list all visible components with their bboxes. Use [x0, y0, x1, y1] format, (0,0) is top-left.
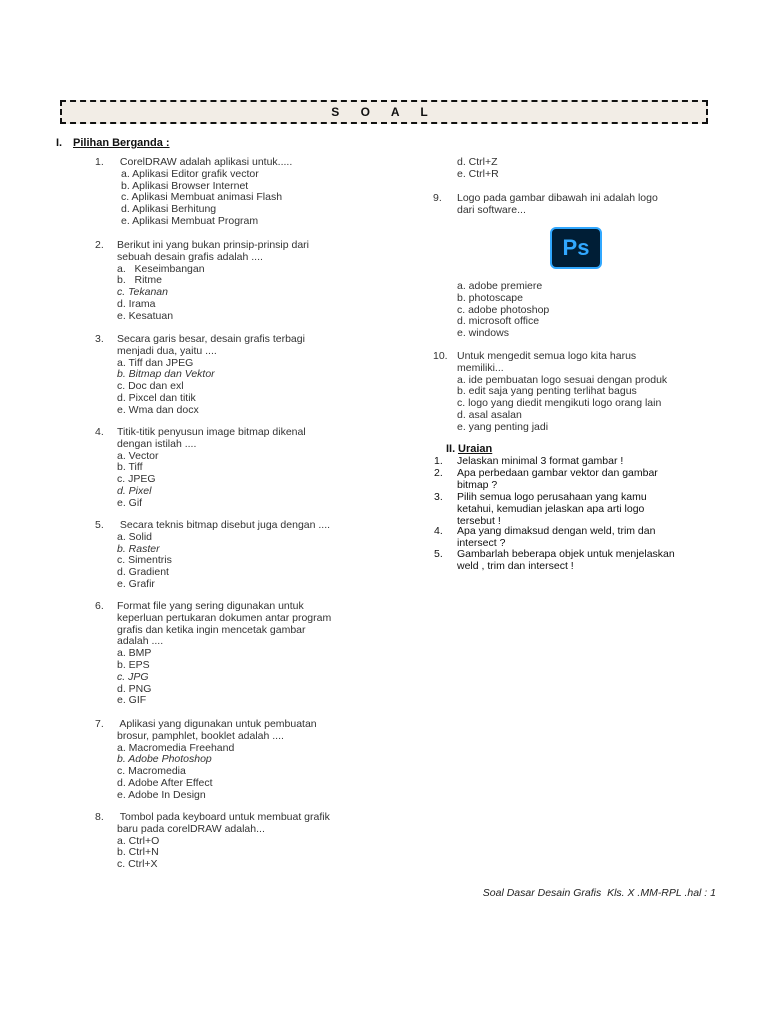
essay-number: 1.: [434, 455, 443, 467]
option-a: a. BMP: [117, 647, 152, 660]
question-text: dari software...: [457, 203, 526, 216]
essay-number: 4.: [434, 525, 443, 537]
question-text: CorelDRAW adalah aplikasi untuk.....: [117, 156, 293, 168]
question-number: 6.: [95, 600, 104, 612]
question-text: dengan istilah ....: [117, 437, 197, 450]
page-title: S O A L: [331, 105, 437, 119]
option-b: b. Ritme: [117, 274, 162, 287]
question-text: Secara teknis bitmap disebut juga dengan ....: [117, 519, 331, 531]
question-text: brosur, pamphlet, booklet adalah ....: [117, 729, 284, 742]
question-text: memiliki...: [457, 361, 504, 374]
option-d: d. PNG: [117, 682, 152, 695]
option-c: c. Macromedia: [117, 765, 186, 778]
question-text: Aplikasi yang digunakan untuk pembuatan: [117, 718, 317, 730]
question-text: Berikut ini yang bukan prinsip-prinsip dari: [117, 239, 310, 251]
option-c: c. JPEG: [117, 473, 156, 486]
section-1-title: Pilihan Berganda :: [73, 137, 170, 149]
option-a: a. Keseimbangan: [117, 262, 205, 275]
question-text: adalah ....: [117, 635, 164, 648]
essay-text: tersebut !: [457, 514, 501, 527]
question-number: 1.: [95, 156, 104, 168]
essay-number: 5.: [434, 548, 443, 560]
question-number: 7.: [95, 718, 104, 730]
question-text: Tombol pada keyboard untuk membuat grafik: [117, 811, 330, 823]
question-number: 5.: [95, 519, 104, 531]
option-b: b. Ctrl+N: [117, 846, 159, 859]
option-b: b. photoscape: [457, 291, 523, 304]
section-1-number: I.: [56, 137, 63, 149]
option-a: a. Solid: [117, 530, 153, 543]
question-9-options: [457, 281, 549, 340]
essay-number: 2.: [434, 467, 443, 479]
title-box: [60, 100, 708, 124]
question-number: 9.: [433, 192, 442, 204]
option-c: c. adobe photoshop: [457, 303, 550, 316]
option-c: c. Doc dan exl: [117, 380, 184, 393]
section-2-number: II.: [446, 443, 456, 455]
option-a: a. Tiff dan JPEG: [117, 356, 194, 369]
photoshop-logo-text: Ps: [562, 235, 590, 260]
essay-text: Gambarlah beberapa objek untuk menjelaskan: [457, 548, 675, 560]
option-a: a. ide pembuatan logo sesuai dengan produk: [457, 373, 668, 386]
question-8-continued: [457, 157, 499, 181]
question-text: baru pada corelDRAW adalah...: [117, 822, 265, 835]
page-footer: Soal Dasar Desain Grafis Kls. X .MM-RPL .hal : 1: [482, 887, 716, 899]
essay-text: ketahui, kemudian jelaskan apa arti logo: [457, 502, 645, 515]
essay-text: Pilih semua logo perusahaan yang kamu: [457, 491, 647, 503]
option-a: a. Macromedia Freehand: [117, 741, 235, 754]
option-c: c. Tekanan: [117, 286, 168, 299]
option-d: d. microsoft office: [457, 315, 540, 328]
option-e: e. Adobe In Design: [117, 788, 206, 801]
section-2-title: Uraian: [458, 443, 493, 455]
option-e: e. Ctrl+R: [457, 167, 499, 180]
option-b: b. Aplikasi Browser Internet: [121, 179, 249, 192]
essay-text: weld , trim dan intersect !: [457, 559, 574, 572]
option-e: e. Wma dan docx: [117, 403, 199, 416]
question-text: Untuk mengedit semua logo kita harus: [457, 350, 637, 362]
option-d: d. Gradient: [117, 566, 169, 579]
option-d: d. Aplikasi Berhitung: [121, 203, 217, 216]
option-d: d. asal asalan: [457, 408, 522, 421]
essay-text: Apa perbedaan gambar vektor dan gambar: [457, 467, 658, 479]
option-e: e. Aplikasi Membuat Program: [121, 214, 259, 227]
option-c: c. Ctrl+X: [117, 858, 158, 871]
question-number: 10.: [433, 350, 448, 362]
option-b: b. edit saja yang penting terlihat bagus: [457, 385, 637, 398]
question-text: Logo pada gambar dibawah ini adalah logo: [457, 192, 658, 204]
option-d: d. Adobe After Effect: [117, 776, 213, 789]
question-number: 4.: [95, 426, 104, 438]
question-text: grafis dan ketika ingin mencetak gambar: [117, 623, 306, 636]
option-d: d. Irama: [117, 297, 156, 310]
question-text: sebuah desain grafis adalah ....: [117, 250, 263, 263]
option-d: d. Ctrl+Z: [457, 156, 498, 168]
question-number: 8.: [95, 811, 104, 823]
essay-text: bitmap ?: [457, 478, 498, 491]
option-c: c. Simentris: [117, 554, 172, 567]
question-number: 3.: [95, 333, 104, 345]
option-b: b. Raster: [117, 542, 160, 555]
option-c: c. Aplikasi Membuat animasi Flash: [121, 191, 283, 204]
option-b: b. EPS: [117, 658, 150, 671]
option-e: e. Grafir: [117, 577, 155, 590]
option-d: d. Pixel: [117, 484, 152, 497]
option-a: a. adobe premiere: [457, 280, 543, 292]
question-text: keperluan pertukaran dokumen antar program: [117, 611, 332, 624]
option-a: a. Vector: [117, 449, 159, 462]
option-e: e. windows: [457, 327, 509, 340]
essay-number: 3.: [434, 491, 443, 503]
option-e: e. GIF: [117, 694, 147, 707]
question-text: Secara garis besar, desain grafis terbagi: [117, 333, 305, 345]
option-a: a. Ctrl+O: [117, 834, 160, 847]
option-b: b. Adobe Photoshop: [117, 753, 212, 766]
option-b: b. Tiff: [117, 461, 143, 474]
option-e: e. yang penting jadi: [457, 420, 549, 433]
option-b: b. Bitmap dan Vektor: [117, 368, 215, 381]
question-text: Titik-titik penyusun image bitmap dikenal: [117, 426, 306, 438]
option-d: d. Pixcel dan titik: [117, 391, 196, 404]
option-e: e. Gif: [117, 496, 143, 509]
essay-text: Apa yang dimaksud dengan weld, trim dan: [457, 525, 656, 537]
question-number: 2.: [95, 239, 104, 251]
option-a: a. Aplikasi Editor grafik vector: [121, 167, 259, 180]
question-text: menjadi dua, yaitu ....: [117, 344, 217, 357]
essay-text: intersect ?: [457, 536, 506, 549]
photoshop-logo-icon: [550, 227, 602, 269]
question-text: Format file yang sering digunakan untuk: [117, 600, 304, 612]
option-e: e. Kesatuan: [117, 309, 174, 322]
option-c: c. logo yang diedit mengikuti logo orang lain: [457, 397, 662, 410]
essay-text: Jelaskan minimal 3 format gambar !: [457, 455, 624, 467]
option-c: c. JPG: [117, 670, 149, 683]
